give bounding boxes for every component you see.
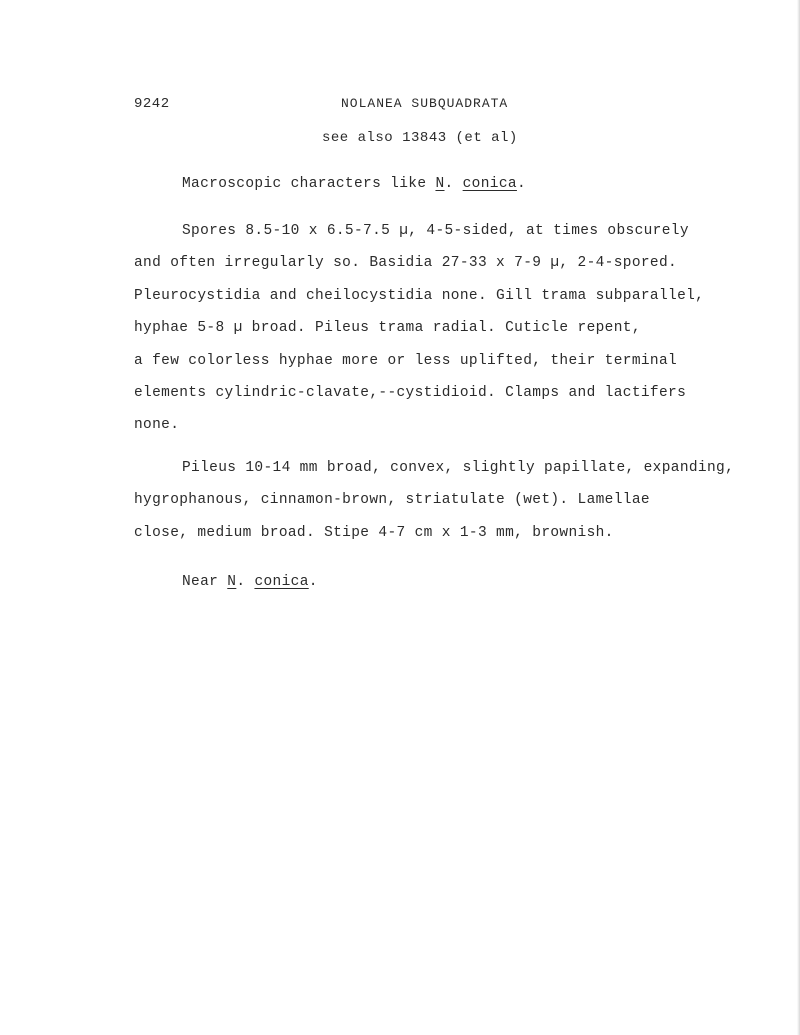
text-line: hyphae 5-8 µ broad. Pileus trama radial. Cuticle repent, bbox=[134, 320, 641, 337]
text-line: a few colorless hyphae more or less uplifted, their terminal bbox=[134, 352, 678, 369]
see-also-reference: see also 13843 (et al) bbox=[322, 130, 518, 146]
text-segment: . bbox=[236, 574, 255, 590]
paragraph-macroscopic bbox=[134, 168, 734, 200]
document-title: NOLANEA SUBQUADRATA bbox=[341, 96, 509, 111]
genus-abbreviation: N bbox=[435, 176, 445, 192]
species-name: conica bbox=[254, 574, 309, 590]
paragraph-pileus bbox=[134, 452, 734, 549]
text-segment: . bbox=[516, 176, 526, 192]
text-segment: . bbox=[308, 574, 318, 590]
text-segment: Near bbox=[182, 574, 228, 590]
genus-abbreviation: N bbox=[227, 574, 237, 590]
text-line bbox=[134, 168, 734, 200]
species-name: conica bbox=[462, 176, 517, 192]
text-line bbox=[134, 566, 734, 598]
specimen-number: 9242 bbox=[134, 96, 170, 112]
text-segment: Macroscopic characters like bbox=[182, 176, 436, 192]
text-line: Pileus 10-14 mm broad, convex, slightly papillate, expanding, bbox=[182, 460, 735, 476]
text-line: and often irregularly so. Basidia 27-33 x 7-9 µ, 2-4-spored. bbox=[134, 255, 678, 272]
text-line: close, medium broad. Stipe 4-7 cm x 1-3 mm, brownish. bbox=[134, 524, 614, 541]
text-segment: . bbox=[444, 176, 463, 192]
text-line: none. bbox=[134, 417, 180, 434]
text-line: Spores 8.5-10 x 6.5-7.5 µ, 4-5-sided, at times obscurely bbox=[182, 223, 689, 239]
text-line: Pleurocystidia and cheilocystidia none. Gill trama subparallel, bbox=[134, 287, 705, 304]
text-line: hygrophanous, cinnamon-brown, striatulate (wet). Lamellae bbox=[134, 492, 650, 509]
paragraph-near bbox=[134, 566, 734, 598]
paragraph-microscopic bbox=[134, 215, 734, 442]
text-line: elements cylindric-clavate,--cystidioid. Clamps and lactifers bbox=[134, 384, 687, 401]
